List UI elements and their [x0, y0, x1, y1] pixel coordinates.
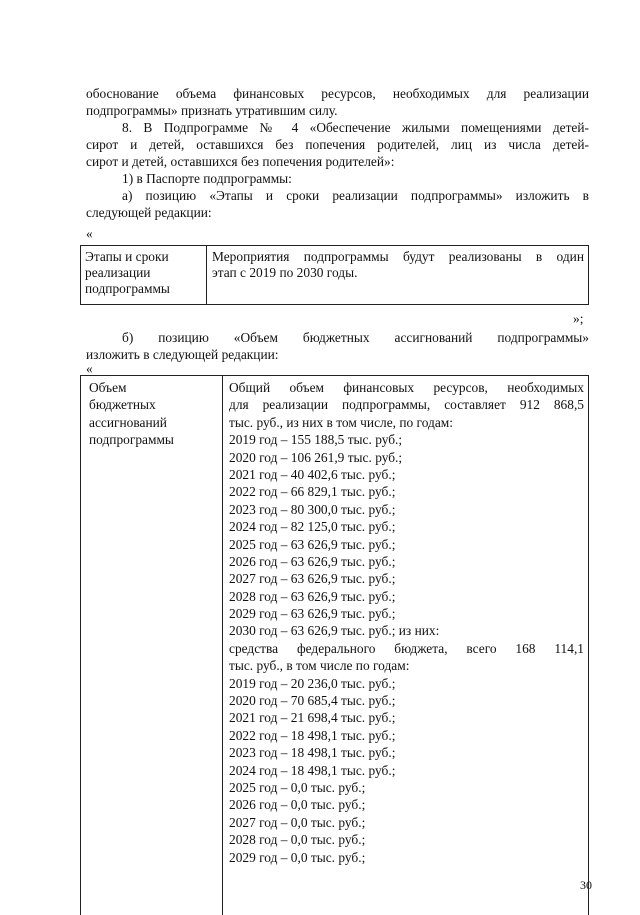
budget-label-line: подпрограммы — [89, 432, 174, 448]
subB-line-1: б) позицию «Объем бюджетных ассигнований подпрограммы» — [122, 330, 589, 345]
budget-value-line: 2025 год – 63 626,9 тыс. руб.; — [229, 536, 396, 552]
budget-value-line: 2019 год – 155 188,5 тыс. руб.; — [229, 432, 403, 448]
budget-value-line: 2029 год – 63 626,9 тыс. руб.; — [229, 606, 396, 622]
stages-label-line: подпрограммы — [85, 281, 170, 296]
budget-value-line: средства федерального бюджета, всего 168 114,1 — [229, 640, 584, 656]
budget-value-line: 2019 год – 20 236,0 тыс. руб.; — [229, 675, 396, 691]
stages-table — [80, 245, 589, 305]
open-quote-1: « — [86, 226, 93, 241]
budget-value-line: 2025 год – 0,0 тыс. руб.; — [229, 779, 366, 795]
budget-value-line: 2027 год – 0,0 тыс. руб.; — [229, 814, 366, 830]
stages-label-line: реализации — [85, 265, 151, 280]
budget-value-line: Общий объем финансовых ресурсов, необходимых — [229, 380, 584, 395]
budget-value-line: 2023 год – 80 300,0 тыс. руб.; — [229, 501, 396, 517]
budget-label-line: Объем — [89, 380, 127, 395]
stages-value-line: Мероприятия подпрограммы будут реализованы в один — [212, 249, 584, 264]
budget-table — [80, 375, 589, 915]
budget-value-line: 2029 год – 0,0 тыс. руб.; — [229, 849, 366, 865]
item8-line-1: 8. В Подпрограмме № 4 «Обеспечение жилыми помещениями детей- — [122, 120, 589, 135]
budget-value-line: 2024 год – 18 498,1 тыс. руб.; — [229, 762, 396, 778]
budget-label-line: бюджетных — [89, 397, 156, 413]
budget-value — [229, 379, 584, 866]
budget-label — [89, 379, 174, 449]
table-divider — [206, 246, 207, 304]
budget-value-line: 2020 год – 106 261,9 тыс. руб.; — [229, 449, 403, 465]
budget-value-line: 2028 год – 0,0 тыс. руб.; — [229, 832, 366, 848]
budget-value-line: 2022 год – 18 498,1 тыс. руб.; — [229, 727, 396, 743]
intro-line-1: обоснование объема финансовых ресурсов, необходимых для реализации — [86, 86, 589, 101]
page-number: 30 — [580, 878, 592, 892]
budget-value-line: тыс. руб., в том числе по годам: — [229, 658, 410, 674]
subB-line-2: изложить в следующей редакции: — [86, 347, 279, 362]
budget-value-line: 2028 год – 63 626,9 тыс. руб.; — [229, 588, 396, 604]
stages-label-line: Этапы и сроки — [85, 249, 169, 264]
subA-line-1: а) позицию «Этапы и сроки реализации подпрограммы» изложить в — [122, 188, 589, 203]
budget-label-line: ассигнований — [89, 414, 167, 430]
budget-value-line: 2021 год – 21 698,4 тыс. руб.; — [229, 710, 396, 726]
stages-label — [85, 249, 170, 297]
item8-line-3: сирот и детей, оставшихся без попечения родителей»: — [86, 154, 395, 169]
budget-value-line: 2026 год – 63 626,9 тыс. руб.; — [229, 553, 396, 569]
open-quote-2: « — [86, 361, 93, 376]
budget-value-line: 2022 год – 66 829,1 тыс. руб.; — [229, 484, 396, 500]
budget-value-line: тыс. руб., из них в том числе, по годам: — [229, 414, 453, 430]
budget-value-line: 2030 год – 63 626,9 тыс. руб.; из них: — [229, 623, 440, 639]
intro-line-2: подпрограммы» признать утратившим силу. — [86, 103, 338, 118]
budget-value-line: 2023 год – 18 498,1 тыс. руб.; — [229, 745, 396, 761]
budget-value-line: 2021 год – 40 402,6 тыс. руб.; — [229, 466, 396, 482]
budget-value-line: 2026 год – 0,0 тыс. руб.; — [229, 797, 366, 813]
stages-value-line: этап с 2019 по 2030 годы. — [212, 265, 358, 280]
stages-value — [212, 249, 584, 281]
budget-value-line: для реализации подпрограммы, составляет 912 868,5 — [229, 397, 584, 413]
budget-value-line: 2024 год – 82 125,0 тыс. руб.; — [229, 519, 396, 535]
close-quote-1: »; — [573, 311, 584, 326]
budget-value-line: 2020 год – 70 685,4 тыс. руб.; — [229, 693, 396, 709]
table-divider — [222, 376, 223, 915]
subA-line-2: следующей редакции: — [86, 205, 212, 220]
budget-value-line: 2027 год – 63 626,9 тыс. руб.; — [229, 571, 396, 587]
item8-line-2: сирот и детей, оставшихся без попечения родителей, лиц из числа детей- — [86, 137, 589, 152]
sub1-heading: 1) в Паспорте подпрограммы: — [122, 171, 292, 186]
